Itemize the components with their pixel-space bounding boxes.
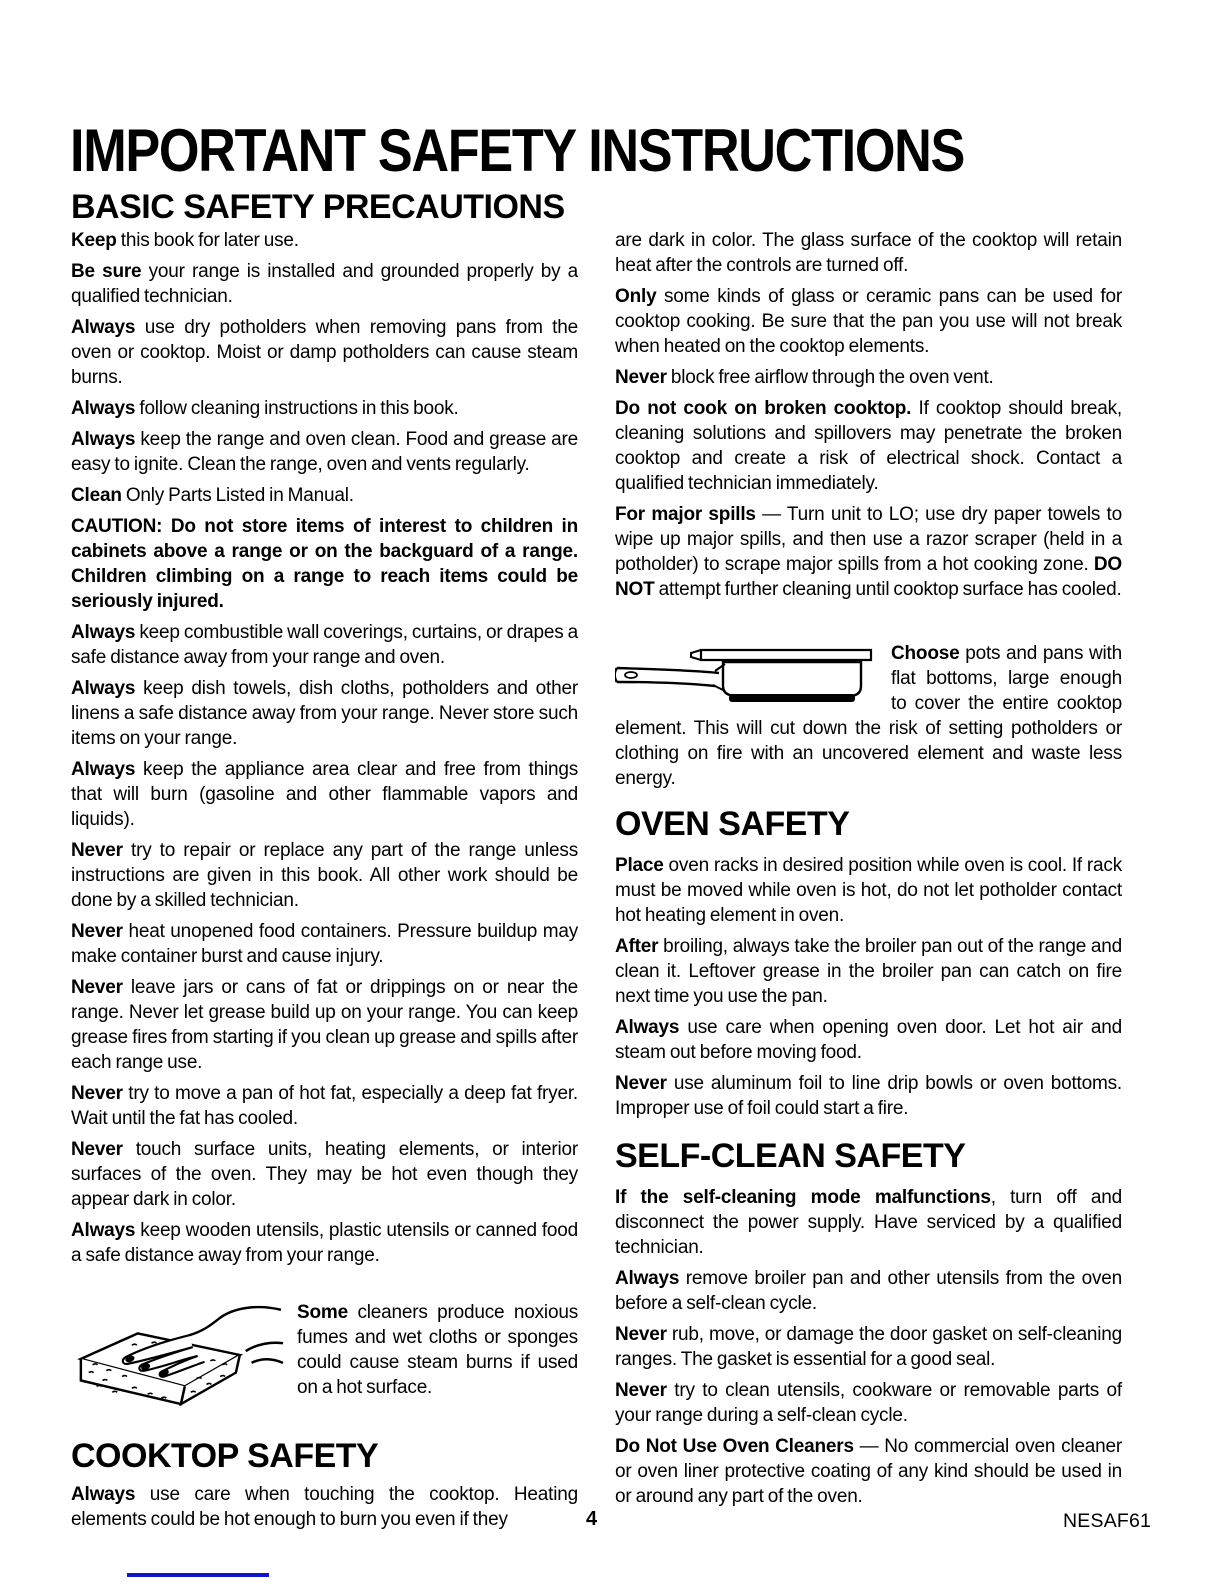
- paragraph-text: block free airflow through the oven vent.: [666, 367, 994, 388]
- safety-paragraph: [615, 228, 1122, 278]
- hand-sponge-illustration: [71, 1302, 285, 1406]
- safety-paragraph: [71, 838, 578, 913]
- paragraph-text: use aluminum foil to line drip bowls or oven bottoms. Improper use of foil could start a fire.: [615, 1073, 1122, 1119]
- paragraph-text: oven racks in desired position while oven is cool. If rack must be moved while oven is hot, do not let potholder contact hot heating element in oven.: [615, 855, 1122, 926]
- safety-paragraph: [71, 396, 578, 421]
- paragraph-lead: Be sure: [71, 261, 142, 282]
- flat-bottom-pan-illustration: [615, 644, 877, 706]
- paragraph-text: your range is installed and grounded properly by a qualified technician.: [71, 261, 578, 307]
- paragraph-text: pots and pans with flat bottoms, large enough to cover the entire cooktop element. This will cut down the risk of setting potholders or clothing on fire with an uncovered element and waste less energy.: [615, 643, 1122, 789]
- sponge-figure: [71, 1300, 578, 1406]
- paragraph-lead: Do Not Use Oven Cleaners: [615, 1436, 854, 1457]
- page-number: 4: [586, 1508, 598, 1530]
- safety-paragraph: [615, 284, 1122, 359]
- paragraph-lead: Never: [615, 1324, 667, 1345]
- paragraph-lead: Clean: [71, 485, 122, 506]
- safety-paragraph: [71, 676, 578, 751]
- safety-paragraph: [615, 1378, 1122, 1428]
- self-clean-safety-section: [615, 1185, 1122, 1509]
- paragraph-lead: Always: [71, 759, 136, 780]
- oven-safety-section: [615, 853, 1122, 1121]
- paragraph-lead: Never: [71, 1139, 123, 1160]
- paragraph-lead: Always: [71, 622, 136, 643]
- paragraph-text: — No commercial oven cleaner or oven liner protective coating of any kind should be used in or around any part of the oven.: [615, 1436, 1122, 1507]
- safety-paragraph: [71, 315, 578, 390]
- paragraph-text: use care when opening oven door. Let hot air and steam out before moving food.: [615, 1017, 1122, 1063]
- paragraph-text: try to move a pan of hot fat, especially a deep fat fryer. Wait until the fat has cooled.: [71, 1083, 578, 1129]
- paragraph-text: keep the range and oven clean. Food and grease are easy to ignite. Clean the range, oven and vents regularly.: [71, 429, 578, 475]
- paragraph-lead: Never: [71, 840, 123, 861]
- paragraph-text: use dry potholders when removing pans from the oven or cooktop. Moist or damp potholders can cause steam burns.: [71, 317, 578, 388]
- safety-paragraph: [615, 1185, 1122, 1260]
- safety-paragraph: [615, 502, 1122, 602]
- paragraph-lead: Always: [71, 317, 136, 338]
- paragraph-lead: For major spills: [615, 504, 756, 525]
- safety-paragraph: [615, 1322, 1122, 1372]
- safety-paragraph: [71, 1218, 578, 1268]
- safety-paragraph: [71, 1081, 578, 1131]
- paragraph-lead: After: [615, 936, 659, 957]
- safety-paragraph: [71, 975, 578, 1075]
- safety-paragraph: [71, 1137, 578, 1212]
- paragraph-lead: Always: [71, 429, 136, 450]
- paragraph-text: broiling, always take the broiler pan out of the range and clean it. Leftover grease in the broiler pan can catch on fire next time you use the pan.: [615, 936, 1122, 1007]
- caution-paragraph: [71, 514, 578, 614]
- paragraph-lead: Always: [71, 398, 136, 419]
- safety-paragraph: [615, 365, 1122, 390]
- safety-paragraph: [71, 919, 578, 969]
- paragraph-lead: Never: [615, 1380, 667, 1401]
- paragraph-lead: Keep: [71, 230, 117, 251]
- paragraph-lead: Never: [71, 921, 123, 942]
- paragraph-text: are dark in color. The glass surface of the cooktop will retain heat after the controls are turned off.: [615, 230, 1122, 276]
- paragraph-lead: Never: [615, 367, 667, 388]
- paragraph-lead: Never: [71, 977, 123, 998]
- paragraph-text: keep combustible wall coverings, curtains, or drapes a safe distance away from your range and oven.: [71, 622, 578, 668]
- paragraph-lead: Some: [297, 1302, 348, 1323]
- heading-oven-safety: OVEN SAFETY: [615, 805, 850, 843]
- paragraph-text: follow cleaning instructions in this book.: [135, 398, 459, 419]
- paragraph-text: attempt further cleaning until cooktop surface has cooled.: [654, 579, 1122, 600]
- paragraph-text: cleaners produce noxious fumes and wet cloths or sponges could cause steam burns if used on a hot surface.: [297, 1302, 578, 1398]
- paragraph-lead: Always: [615, 1268, 680, 1289]
- right-column: [615, 228, 1122, 602]
- paragraph-lead: Place: [615, 855, 664, 876]
- paragraph-text: keep wooden utensils, plastic utensils or canned food a safe distance away from your range.: [71, 1220, 578, 1266]
- heading-self-clean-safety: SELF-CLEAN SAFETY: [615, 1137, 966, 1175]
- paragraph-text: — Turn unit to LO; use dry paper towels to wipe up major spills, and then use a razor scraper (held in a potholder) to scrape major spills from a hot cooking zone.: [615, 504, 1122, 575]
- safety-paragraph: [71, 757, 578, 832]
- safety-paragraph: [71, 620, 578, 670]
- safety-paragraph: [615, 853, 1122, 928]
- paragraph-lead: Only: [615, 286, 657, 307]
- paragraph-lead: Always: [615, 1017, 680, 1038]
- safety-paragraph: [71, 427, 578, 477]
- safety-paragraph: [615, 1071, 1122, 1121]
- heading-basic-safety-precautions: BASIC SAFETY PRECAUTIONS: [71, 188, 565, 226]
- paragraph-text: Do not store items of interest to children in cabinets above a range or on the backguard of a range. Children climbing on a range to reach items could be seriously injured.: [71, 516, 578, 612]
- paragraph-text: try to repair or replace any part of the range unless instructions are given in this book. All other work should be done by a skilled technician.: [71, 840, 578, 911]
- safety-paragraph: [615, 1266, 1122, 1316]
- paragraph-bold-phrase: DO NOT: [615, 554, 1122, 600]
- paragraph-text: this book for later use.: [116, 230, 299, 251]
- paragraph-lead: Always: [71, 1484, 136, 1505]
- paragraph-text: use care when touching the cooktop. Heating elements could be hot enough to burn you even if they: [71, 1484, 578, 1530]
- paragraph-lead: Do not cook on broken cooktop.: [615, 398, 912, 419]
- left-column: [71, 228, 578, 1268]
- paragraph-text: rub, move, or damage the door gasket on self-cleaning ranges. The gasket is essential for a good seal.: [615, 1324, 1122, 1370]
- cooktop-section: [71, 1482, 578, 1532]
- safety-paragraph: [71, 228, 578, 253]
- page-title: IMPORTANT SAFETY INSTRUCTIONS: [70, 117, 965, 184]
- paragraph-text: Only Parts Listed in Manual.: [121, 485, 354, 506]
- paragraph-lead: Never: [71, 1083, 123, 1104]
- paragraph-text: touch surface units, heating elements, or interior surfaces of the oven. They may be hot even though they appear dark in color.: [71, 1139, 578, 1210]
- paragraph-text: leave jars or cans of fat or drippings on or near the range. Never let grease build up on your range. You can keep grease fires from starting if you clean up grease and spills after each range use.: [71, 977, 578, 1073]
- paragraph-lead: Choose: [891, 643, 960, 664]
- paragraph-lead: Always: [71, 1220, 136, 1241]
- paragraph-lead: If the self-cleaning mode malfunctions: [615, 1187, 991, 1208]
- safety-paragraph: [71, 483, 578, 508]
- paragraph-text: keep dish towels, dish cloths, potholders and other linens a safe distance away from your range. Never store such items on your range.: [71, 678, 578, 749]
- heading-cooktop-safety: COOKTOP SAFETY: [71, 1437, 379, 1475]
- safety-paragraph: [615, 1434, 1122, 1509]
- paragraph-text: try to clean utensils, cookware or removable parts of your range during a self-clean cycle.: [615, 1380, 1122, 1426]
- paragraph-text: some kinds of glass or ceramic pans can be used for cooktop cooking. Be sure that the pan you use will not break when heated on the cooktop elements.: [615, 286, 1122, 357]
- document-code: NESAF61: [1063, 1510, 1152, 1532]
- safety-paragraph: [71, 259, 578, 309]
- paragraph-lead: CAUTION:: [71, 516, 163, 537]
- paragraph-lead: Always: [71, 678, 136, 699]
- footer-line: [127, 1573, 269, 1577]
- paragraph-text: keep the appliance area clear and free from things that will burn (gasoline and other flammable vapors and liquids).: [71, 759, 578, 830]
- paragraph-text: heat unopened food containers. Pressure buildup may make container burst and cause injury.: [71, 921, 578, 967]
- safety-paragraph: [615, 934, 1122, 1009]
- paragraph-text: , turn off and disconnect the power supply. Have serviced by a qualified technician.: [615, 1187, 1122, 1258]
- safety-paragraph: [71, 1482, 578, 1532]
- safety-paragraph: [615, 396, 1122, 496]
- paragraph-text: If cooktop should break, cleaning solutions and spillovers may penetrate the broken cooktop and create a risk of electrical shock. Contact a qualified technician immediately.: [615, 398, 1123, 494]
- paragraph-text: remove broiler pan and other utensils from the oven before a self-clean cycle.: [615, 1268, 1122, 1314]
- safety-paragraph: [615, 1015, 1122, 1065]
- paragraph-lead: Never: [615, 1073, 667, 1094]
- pan-figure: [615, 641, 1122, 791]
